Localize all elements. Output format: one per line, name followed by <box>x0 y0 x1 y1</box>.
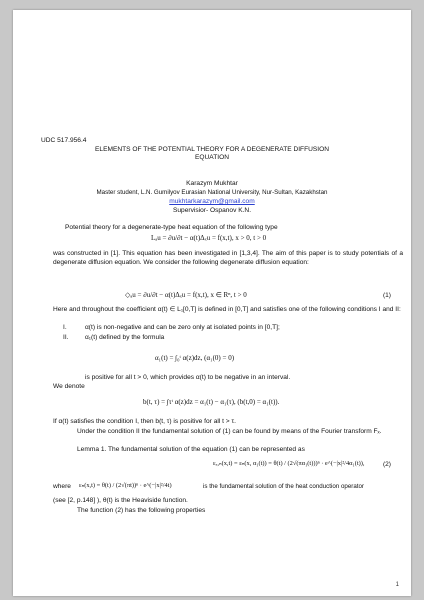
properties-lead: The function (2) has the following properties <box>77 507 206 514</box>
paper-title-line1: ELEMENTS OF THE POTENTIAL THEORY FOR A DEGENERATE DIFFUSION <box>95 146 329 153</box>
condition-1-text: α(t) is non-negative and can be zero only at isolated points in [0,T]; <box>85 324 280 331</box>
equation-alpha1 <box>155 354 234 362</box>
condition-2-label: II. <box>63 334 69 341</box>
condition-1-label: I. <box>63 324 67 331</box>
condition-2-text: α₁(t) defined by the formula <box>85 334 165 341</box>
fourier-paragraph: Under the condition II the fundamental solution of (1) can be found by means of the Fourier transform Fₓ. <box>77 428 382 435</box>
udc-code: UDC 517.956.4 <box>41 137 87 144</box>
heaviside-text: (see [2, p.148] ), θ(t) is the Heaviside function. <box>53 497 188 504</box>
we-denote: We denote <box>53 383 85 390</box>
paper-title-line2: EQUATION <box>195 154 229 161</box>
intro-paragraph-lead: Potential theory for a degenerate-type heat equation of the following type <box>65 224 278 231</box>
page-number: 1 <box>395 582 399 588</box>
equation-text: ◇ₐu = ∂u/∂t − α(t)Δₓu = f(x,t), x ∈ Rⁿ, t > 0 <box>125 291 247 299</box>
equation-2 <box>213 460 364 468</box>
heat-operator-text: is the fundamental solution of the heat conduction operator <box>203 483 364 490</box>
equation-b <box>143 398 279 406</box>
where-label: where <box>53 483 71 490</box>
equation-degenerate-operator <box>151 234 266 242</box>
equation-heat-fundamental <box>79 482 172 490</box>
intro-paragraph: was constructed in [1]. This equation has been investigated in [1,3,4]. The aim of this paper is to study potentials of a degenerate diffusion equation. We consider the following degenerate diffusion equation: <box>53 250 403 266</box>
equation-1 <box>125 291 247 299</box>
equation-text: b(t, τ) = ∫τᵗ α(z)dz = α₁(t) − α₁(τ), (b(t,0) = α₁(t)). <box>143 398 280 406</box>
condition-2-continuation: is positive for all t > 0, which provides α(t) to be negative in an interval. <box>85 374 291 381</box>
author-name: Karazym Mukhtar <box>186 180 238 187</box>
equation-number-2: (2) <box>382 461 391 468</box>
coefficient-paragraph: Here and throughout the coefficient α(t) ∈ L₁[0,T] is defined in [0,T] and satisfies one of the following conditions I and II: <box>53 306 401 313</box>
condition-1-consequence: If α(t) satisfies the condition I, then b(t, τ) is positive for all t > τ. <box>53 418 236 425</box>
equation-text: α₁(t) = ∫₀ᵗ α(z)dz, (α₁(0) = 0) <box>155 354 235 362</box>
equation-text: εₐ,ₙ(x,t) = εₙ(x, α₁(t)) = θ(t) / (2√(πα₁(t)))ⁿ · e^(−|x|²/4α₁(t)), <box>213 460 365 467</box>
equation-text: εₙ(x,t) = θ(t) / (2√(πt))ⁿ · e^(−|x|²/4t) <box>79 482 172 489</box>
supervisor: Supervisior- Ospanov K.N. <box>172 207 252 214</box>
lemma-1: Lemma 1. The fundamental solution of the equation (1) can be represented as <box>77 446 305 453</box>
author-email-link[interactable]: mukhtarkarazym@gmail.com <box>169 198 255 205</box>
author-affiliation: Master student, L.N. Gumilyov Eurasian National University, Nur-Sultan, Kazakhstan <box>96 189 328 196</box>
equation-text: Lₐu = ∂u/∂t − α(t)Δₓu = f(x,t), x > 0, t > 0 <box>151 234 267 242</box>
paper-page <box>13 10 411 596</box>
equation-number-1: (1) <box>382 292 391 299</box>
